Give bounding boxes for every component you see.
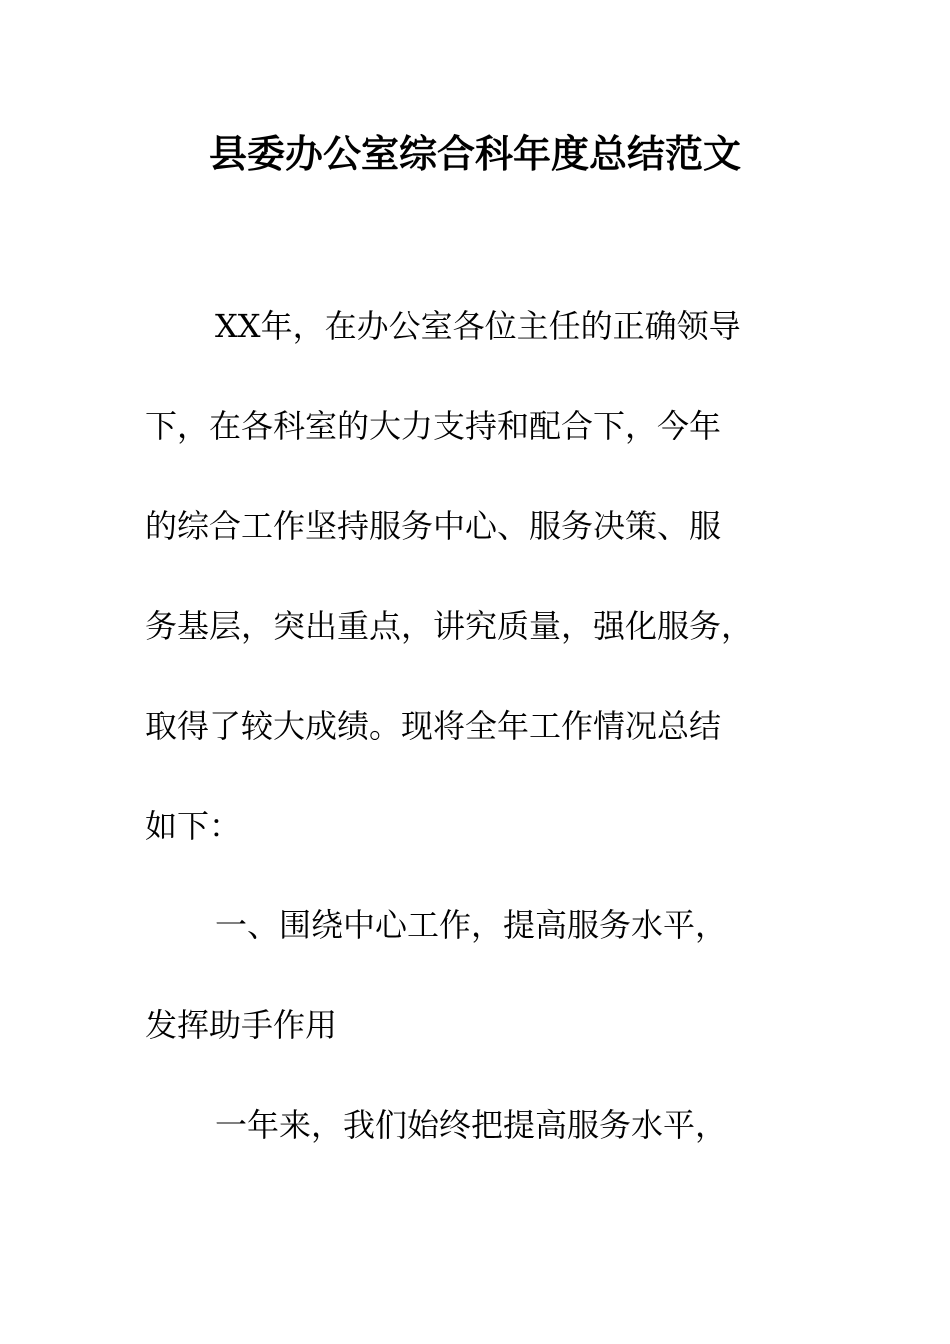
paragraph-line: 下，在各科室的大力支持和配合下，今年: [145, 407, 722, 445]
paragraph-line: 一年来，我们始终把提高服务水平，: [215, 1106, 728, 1144]
paragraph-line: 务基层，突出重点，讲究质量，强化服务，: [145, 607, 754, 645]
section-heading-line: 一、围绕中心工作，提高服务水平，: [215, 906, 728, 944]
paragraph-line: XX年，在办公室各位主任的正确领导: [215, 307, 741, 345]
paragraph-line: 取得了较大成绩。现将全年工作情况总结: [145, 707, 722, 745]
document-title: 县委办公室综合科年度总结范文: [208, 132, 741, 176]
section-heading-line: 发挥助手作用: [145, 1006, 338, 1044]
paragraph-line: 的综合工作坚持服务中心、服务决策、服: [145, 507, 722, 545]
paragraph-line: 如下：: [145, 807, 242, 845]
